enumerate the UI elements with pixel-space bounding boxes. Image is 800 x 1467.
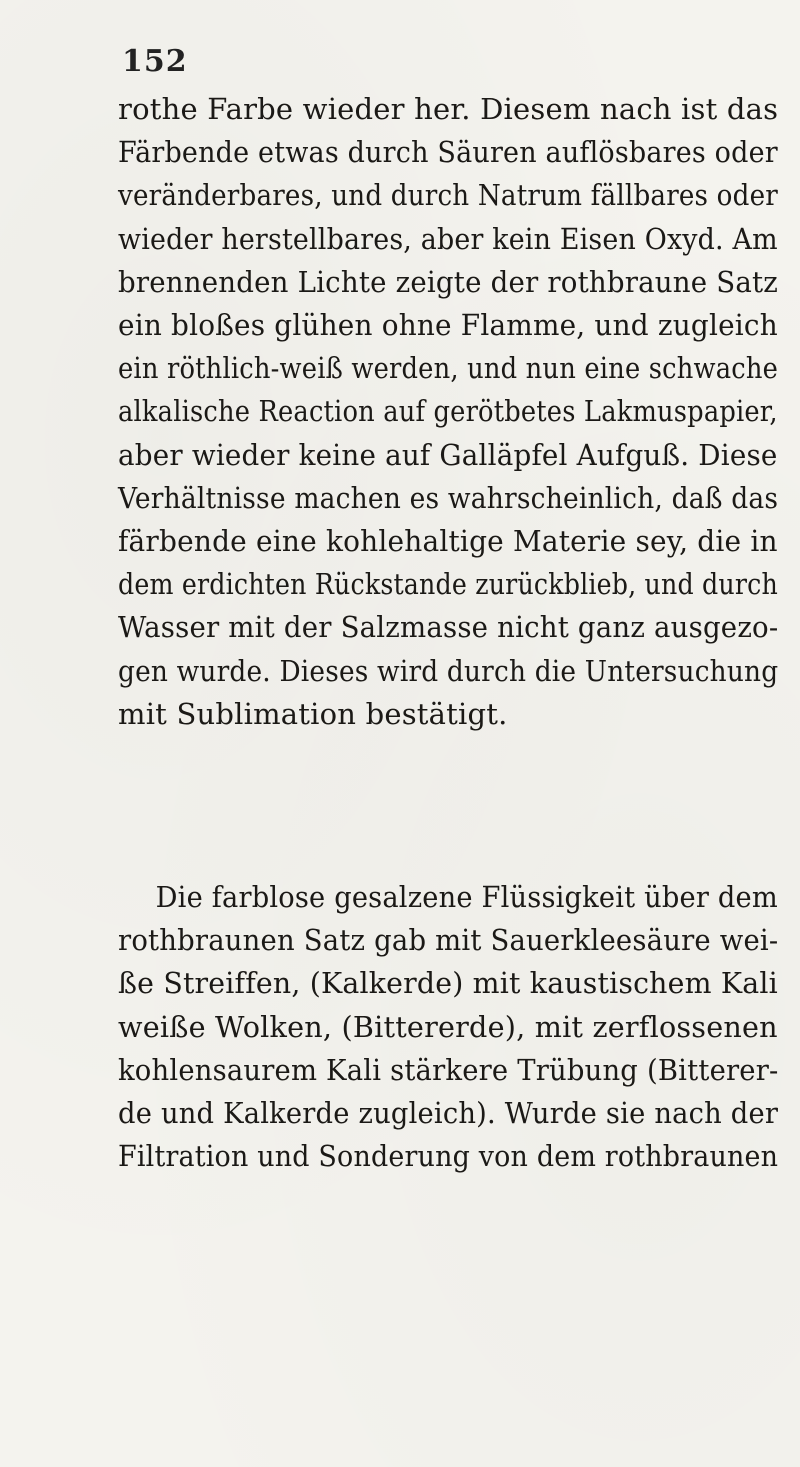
text-line: ein bloßes glühen ohne Flamme, und zugleich xyxy=(118,308,778,343)
text-line: rothe Farbe wieder her. Diesem nach ist das xyxy=(118,92,779,126)
text-line: ße Streiffen, (Kalkerde) mit kaustischem Kali xyxy=(118,966,778,1001)
text-line: alkalische Reaction auf gerötbetes Lakmuspapier, xyxy=(118,394,778,429)
paragraph-2 xyxy=(118,876,778,1178)
text-line: de und Kalkerde zugleich). Wurde sie nach der xyxy=(118,1096,779,1131)
text-line: färbende eine kohlehaltige Materie sey, die in xyxy=(118,524,778,559)
text-line: aber wieder keine auf Galläpfel Aufguß. Diese xyxy=(118,437,778,472)
text-line: kohlensaurem Kali stärkere Trübung (Bitterer- xyxy=(118,1052,779,1087)
text-line: weiße Wolken, (Bittererde), mit zerflossenen xyxy=(118,1009,778,1044)
text-line: Filtration und Sonderung von dem rothbraunen xyxy=(118,1139,779,1174)
text-line: Färbende etwas durch Säuren auflösbares oder xyxy=(118,135,778,170)
page-number: 152 xyxy=(122,44,188,79)
text-line: brennenden Lichte zeigte der rothbraune Satz xyxy=(118,264,779,299)
text-line: Verhältnisse machen es wahrscheinlich, daß das xyxy=(118,480,779,515)
text-line: ein röthlich-weiß werden, und nun eine schwache xyxy=(118,351,779,386)
text-line: dem erdichten Rückstande zurückblieb, und durch xyxy=(118,567,778,602)
text-line: wieder herstellbares, aber kein Eisen Oxyd. Am xyxy=(118,221,778,256)
text-line: Wasser mit der Salzmasse nicht ganz ausgezo- xyxy=(118,610,779,645)
text-line: gen wurde. Dieses wird durch die Untersuchung xyxy=(118,653,779,688)
paragraph-1 xyxy=(118,88,778,736)
text-line: rothbraunen Satz gab mit Sauerkleesäure wei- xyxy=(118,923,779,958)
text-line: veränderbares, und durch Natrum fällbares oder xyxy=(118,178,778,213)
text-line: mit Sublimation bestätigt. xyxy=(118,696,508,731)
text-line: Die farblose gesalzene Flüssigkeit über dem xyxy=(155,880,778,914)
